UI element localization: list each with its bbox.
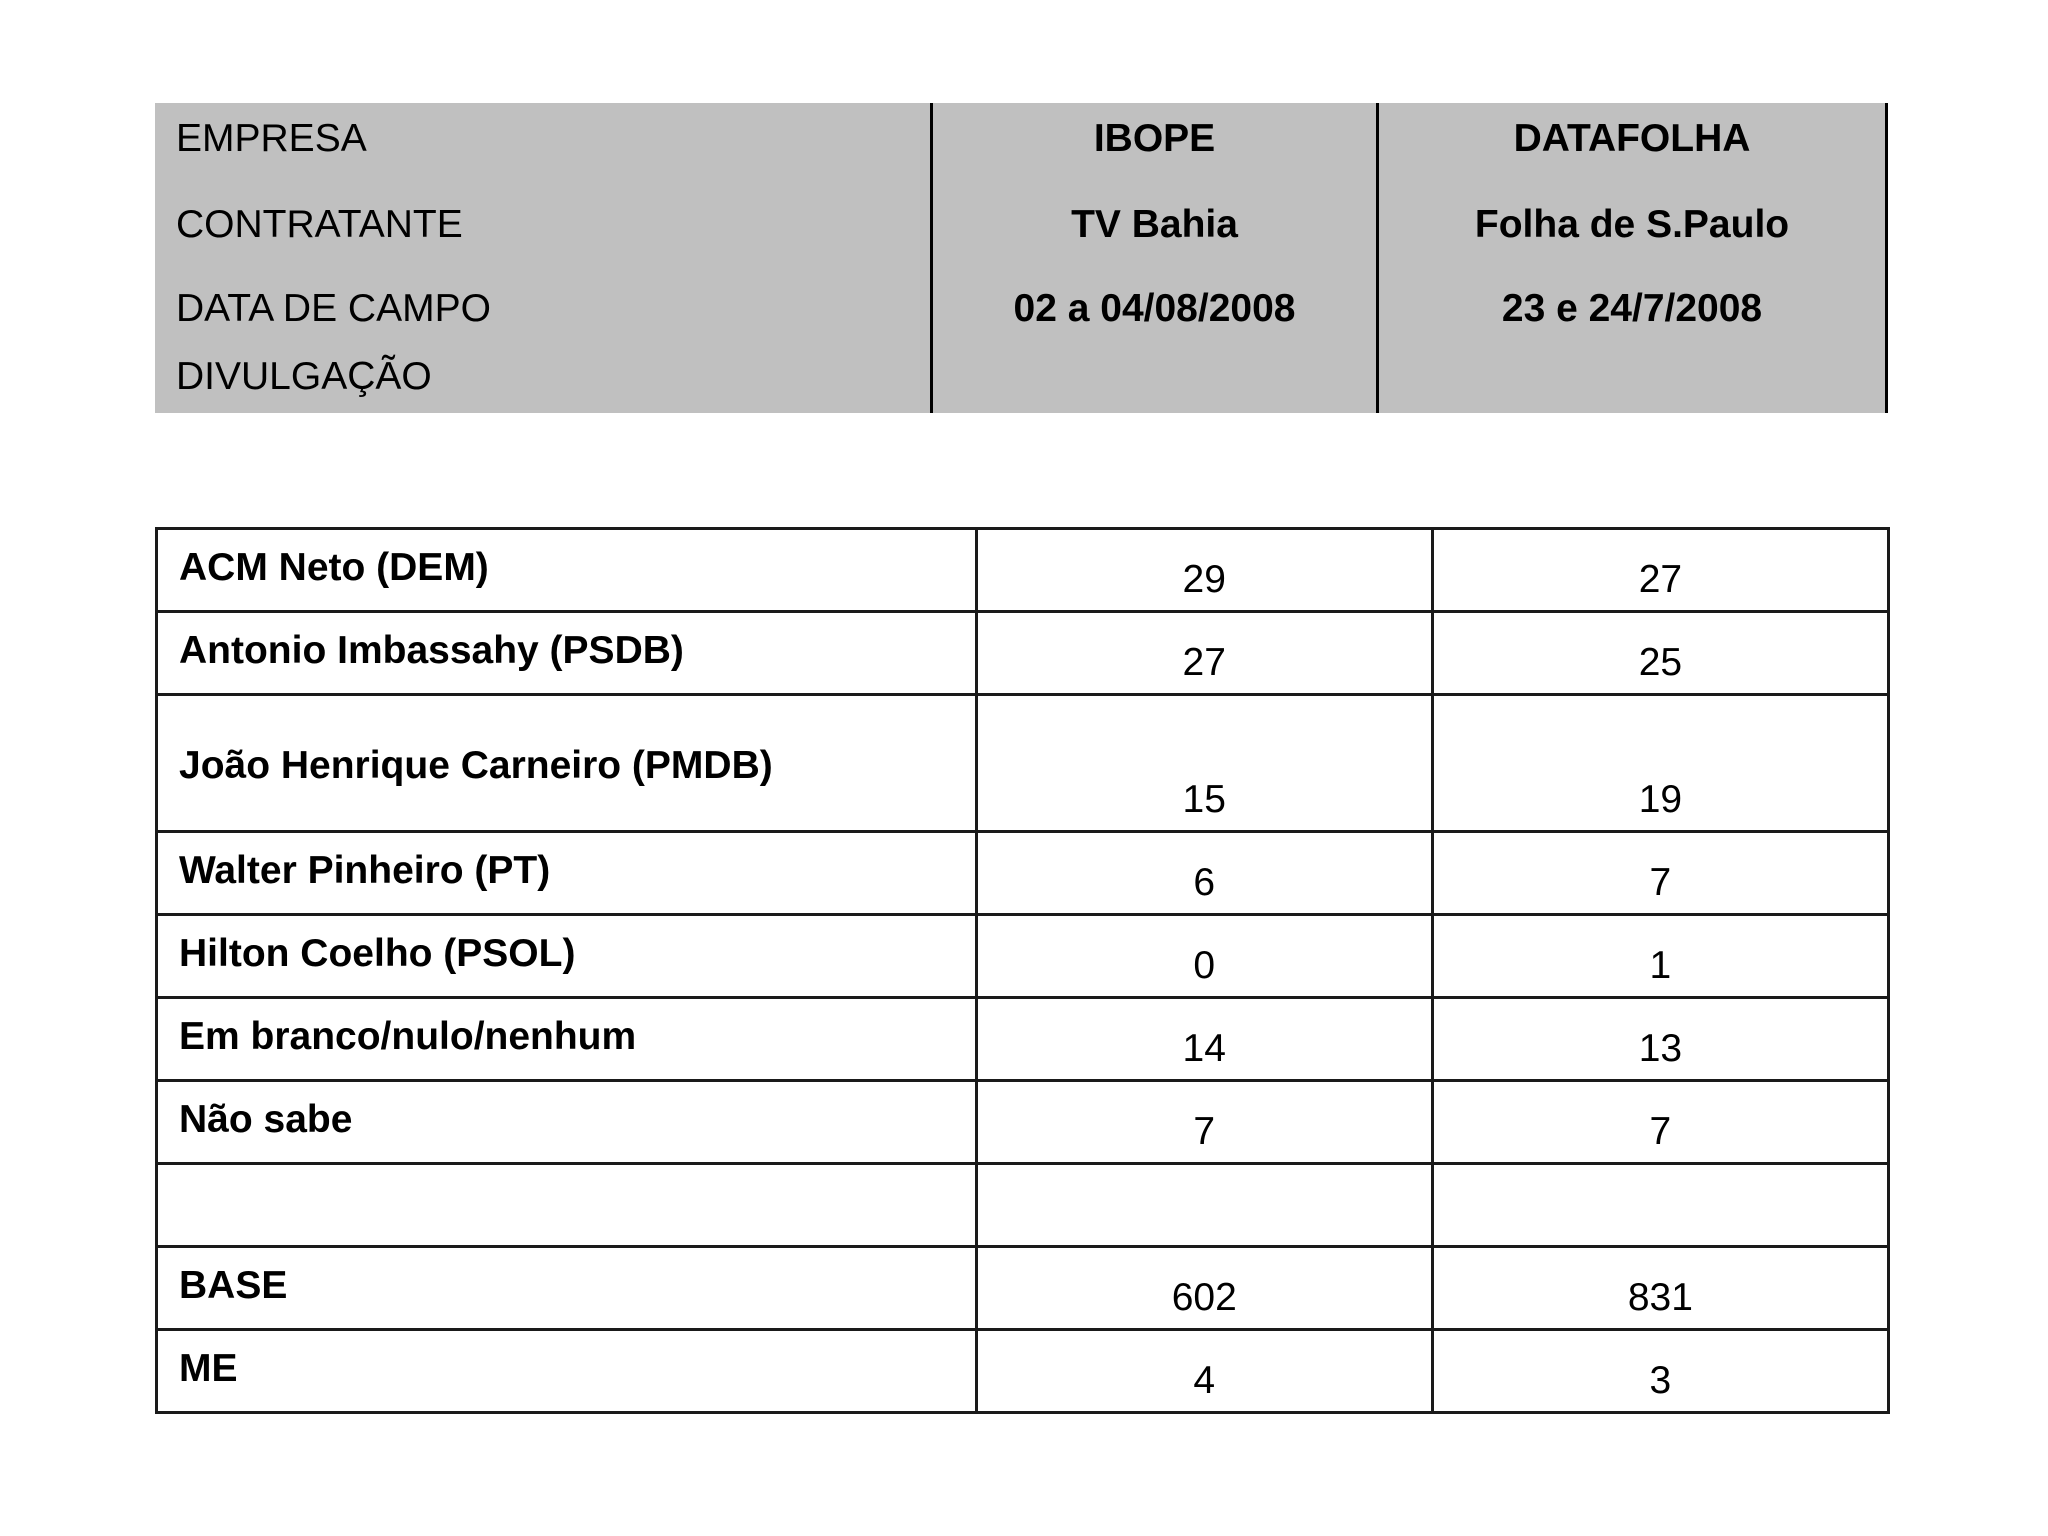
label-empresa: EMPRESA (176, 117, 367, 160)
candidate-name: ACM Neto (DEM) (157, 529, 977, 612)
ibope-value: 7 (976, 1081, 1432, 1164)
label-divulgacao: DIVULGAÇÃO (176, 355, 432, 398)
datafolha-value: 27 (1432, 529, 1888, 612)
ibope-data-de-campo: 02 a 04/08/2008 (1013, 287, 1296, 330)
table-row (157, 1081, 1889, 1164)
results-table (155, 527, 1890, 1414)
candidate-name (157, 1164, 977, 1247)
ibope-empresa: IBOPE (1093, 117, 1216, 160)
header-labels-column (155, 103, 932, 413)
table-row-me (157, 1330, 1889, 1413)
datafolha-value: 19 (1432, 695, 1888, 832)
candidate-name: Hilton Coelho (PSOL) (157, 915, 977, 998)
ibope-value (976, 1164, 1432, 1247)
table-row-base (157, 1247, 1889, 1330)
survey-header (155, 103, 1888, 413)
candidate-name: Walter Pinheiro (PT) (157, 832, 977, 915)
base-label: BASE (157, 1247, 977, 1330)
datafolha-value: 7 (1432, 832, 1888, 915)
me-label: ME (157, 1330, 977, 1413)
table-row (157, 832, 1889, 915)
datafolha-value: 25 (1432, 612, 1888, 695)
table-row (157, 915, 1889, 998)
header-ibope-column (932, 103, 1378, 413)
ibope-value: 0 (976, 915, 1432, 998)
label-data-de-campo: DATA DE CAMPO (176, 287, 491, 330)
header-datafolha-column (1378, 103, 1887, 413)
ibope-value: 15 (976, 695, 1432, 832)
candidate-name: Não sabe (157, 1081, 977, 1164)
ibope-base: 602 (976, 1247, 1432, 1330)
ibope-me: 4 (976, 1330, 1432, 1413)
table-row-empty (157, 1164, 1889, 1247)
datafolha-value: 1 (1432, 915, 1888, 998)
ibope-value: 6 (976, 832, 1432, 915)
label-contratante: CONTRATANTE (176, 203, 463, 246)
candidate-name: Antonio Imbassahy (PSDB) (157, 612, 977, 695)
datafolha-empresa: DATAFOLHA (1513, 117, 1751, 160)
table-row (157, 612, 1889, 695)
datafolha-contratante: Folha de S.Paulo (1474, 203, 1790, 246)
ibope-value: 27 (976, 612, 1432, 695)
ibope-divulgacao (933, 343, 1376, 411)
datafolha-me: 3 (1432, 1330, 1888, 1413)
datafolha-value (1432, 1164, 1888, 1247)
ibope-value: 14 (976, 998, 1432, 1081)
table-row (157, 529, 1889, 612)
datafolha-value: 13 (1432, 998, 1888, 1081)
ibope-contratante: TV Bahia (1071, 203, 1238, 246)
candidate-name: Em branco/nulo/nenhum (157, 998, 977, 1081)
candidate-name: João Henrique Carneiro (PMDB) (157, 695, 977, 832)
table-row (157, 695, 1889, 832)
datafolha-value: 7 (1432, 1081, 1888, 1164)
table-row (157, 998, 1889, 1081)
ibope-value: 29 (976, 529, 1432, 612)
datafolha-base: 831 (1432, 1247, 1888, 1330)
datafolha-divulgacao (1379, 343, 1885, 411)
datafolha-data-de-campo: 23 e 24/7/2008 (1501, 287, 1763, 330)
